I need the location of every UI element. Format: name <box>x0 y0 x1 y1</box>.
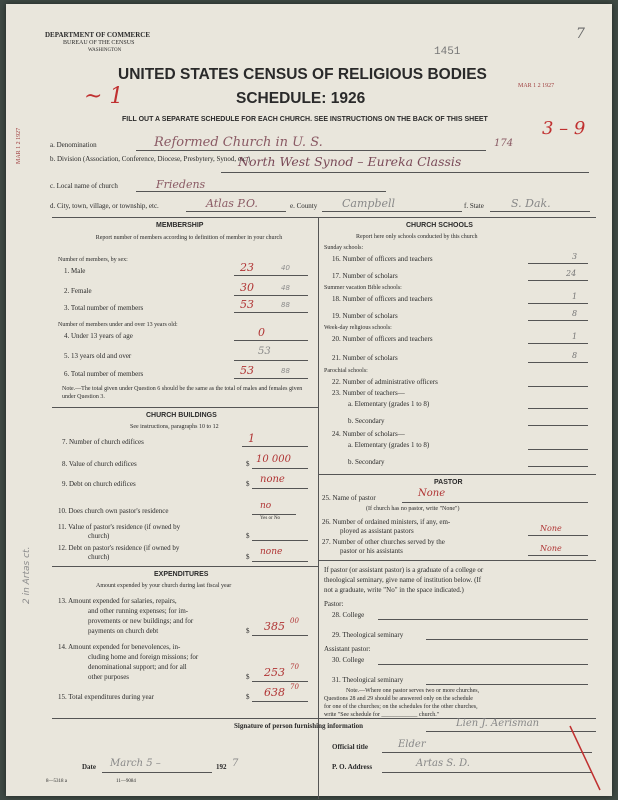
buildings-subheading: See instructions, paragraphs 10 to 12 <box>130 424 219 430</box>
q13-value: 385 <box>264 620 285 633</box>
q14-label-3: denominational support; and for all <box>88 663 187 671</box>
q13-label-4: payments on church debt <box>88 627 159 635</box>
denomination-label: a. Denomination <box>50 141 97 149</box>
pastor-note-1: Note.—Where one pastor serves two or more churches, <box>346 688 480 694</box>
q3-label: 3. Total number of members <box>64 304 144 312</box>
q12-label-cont: church) <box>88 553 110 561</box>
q1-pencil: 40 <box>281 264 290 272</box>
q6-value: 53 <box>240 364 254 377</box>
summer-schools-label: Summer vacation Bible schools: <box>324 285 402 291</box>
q20-value: 1 <box>572 332 578 341</box>
q10-value: no <box>260 501 272 511</box>
year-value: 7 <box>232 758 239 769</box>
county-label: e. County <box>290 202 318 210</box>
q11-label: 11. Value of pastor's residence (if owned by <box>58 523 181 531</box>
red-pencil-mark <box>566 724 606 794</box>
pastor-note-3: for one of the churches; on the schedules for the other churches, <box>324 704 478 710</box>
county-value: Campbell <box>342 197 396 210</box>
official-title-label: Official title <box>332 743 368 751</box>
date-value: March 5 – <box>110 758 161 769</box>
q27-label: 27. Number of other churches served by the <box>322 538 445 546</box>
q24-label: 24. Number of scholars— <box>332 430 405 438</box>
red-code: 3 – 9 <box>542 118 586 139</box>
state-value: S. Dak. <box>511 197 551 210</box>
local-name-value: Friedens <box>156 178 206 191</box>
q14-dollar: $ <box>246 673 250 681</box>
census-form-sheet <box>6 4 612 796</box>
q22-label: 22. Number of administrative officers <box>332 378 438 386</box>
q24a-label: a. Elementary (grades 1 to 8) <box>348 441 430 449</box>
q12-label: 12. Debt on pastor's residence (if owned by <box>58 544 180 552</box>
q25-label: 25. Name of pastor <box>322 494 376 502</box>
q4-value: 0 <box>258 326 265 339</box>
q7-value: 1 <box>248 432 255 445</box>
schedule-title: SCHEDULE: 1926 <box>236 90 366 107</box>
city-field-value: Atlas P.O. <box>206 197 258 210</box>
q25-note: (If church has no pastor, write "None") <box>366 506 460 512</box>
q3-pencil: 88 <box>281 301 290 309</box>
sunday-schools-label: Sunday schools: <box>324 245 364 251</box>
membership-intro: Report number of members according to definition of member in your church <box>95 235 283 241</box>
q12-dollar: $ <box>246 553 250 561</box>
side-stamp: MAR 1 2 1927 <box>16 127 22 164</box>
q23b-label: b. Secondary <box>348 417 385 425</box>
q13-label: 13. Amount expended for salaries, repairs, <box>58 597 177 605</box>
q9-value: none <box>260 474 285 485</box>
q17-value: 24 <box>566 269 577 278</box>
instruction-line: FILL OUT A SEPARATE SCHEDULE FOR EACH CHURCH. SEE INSTRUCTIONS ON THE BACK OF THIS SHEET <box>122 116 488 123</box>
city-label: WASHINGTON <box>88 48 122 53</box>
q31-label: 31. Theological seminary <box>332 676 404 684</box>
expenditures-heading: EXPENDITURES <box>154 571 209 578</box>
signature-value: Lien J. Aerisman <box>456 718 540 729</box>
yes-no-hint: Yes or No <box>260 516 281 521</box>
q10-label: 10. Does church own pastor's residence <box>58 507 169 515</box>
division-label: b. Division (Association, Conference, Diocese, Presbytery, Synod, etc.) <box>50 155 251 163</box>
q5-label: 5. 13 years old and over <box>64 352 132 360</box>
asst-pastor-subheading: Assistant pastor: <box>324 645 371 653</box>
q16-label: 16. Number of officers and teachers <box>332 255 433 263</box>
q7-label: 7. Number of church edifices <box>62 438 144 446</box>
graduate-instruction-2: theological seminary, give name of institution below. (If <box>324 576 482 584</box>
state-label: f. State <box>464 202 484 210</box>
bureau-label: BUREAU OF THE CENSUS <box>63 40 135 46</box>
q14-label: 14. Amount expended for benevolences, in- <box>58 643 181 651</box>
buildings-heading: CHURCH BUILDINGS <box>146 412 217 419</box>
q25-value: None <box>418 488 446 499</box>
q15-value: 638 <box>264 686 285 699</box>
q9-dollar: $ <box>246 480 250 488</box>
q8-value: 10 000 <box>256 454 291 465</box>
q27-value: None <box>540 544 562 553</box>
red-annotation: ~ 1 <box>84 84 124 109</box>
q13-cents: 00 <box>290 617 299 625</box>
q21-label: 21. Number of scholars <box>332 354 398 362</box>
q2-label: 2. Female <box>64 287 92 295</box>
q8-dollar: $ <box>246 460 250 468</box>
q15-label: 15. Total expenditures during year <box>58 693 154 701</box>
received-stamp: MAR 1 2 1927 <box>518 83 555 89</box>
q15-cents: 70 <box>290 683 299 691</box>
q1-label: 1. Male <box>64 267 86 275</box>
q3-value: 53 <box>240 298 254 311</box>
q19-label: 19. Number of scholars <box>332 312 398 320</box>
pastor-note-2: Questions 28 and 29 should be answered only on the schedule <box>324 696 473 702</box>
date-label: Date <box>82 763 96 771</box>
q29-label: 29. Theological seminary <box>332 631 404 639</box>
q26-value: None <box>540 524 562 533</box>
form-title: UNITED STATES CENSUS OF RELIGIOUS BODIES <box>118 66 487 83</box>
denomination-code: 174 <box>494 138 514 149</box>
q27-label-2: pastor or his assistants <box>340 547 403 555</box>
q8-label: 8. Value of church edifices <box>62 460 137 468</box>
q11-dollar: $ <box>246 532 250 540</box>
q2-pencil: 48 <box>281 284 290 292</box>
margin-note: 2 in Artas ct. <box>22 546 32 604</box>
form-code-2: 11—9084 <box>116 779 136 784</box>
q26-label-2: ployed as assistant pastors <box>340 527 414 535</box>
year-prefix: 192 <box>216 763 227 771</box>
pastor-note-4: write "See schedule for ____________ church." <box>324 712 440 718</box>
q1-value: 23 <box>240 261 254 274</box>
graduate-instruction-3: not a graduate, write "No" in the space indicated.) <box>324 586 464 594</box>
q21-value: 8 <box>572 351 578 360</box>
q5-value: 53 <box>258 346 271 357</box>
pastor-heading: PASTOR <box>434 479 463 486</box>
expenditures-subheading: Amount expended by your church during last fiscal year <box>96 583 232 589</box>
q28-label: 28. College <box>332 611 365 619</box>
q4-label: 4. Under 13 years of age <box>64 332 133 340</box>
q23-label: 23. Number of teachers— <box>332 389 405 397</box>
membership-note: Note.—The total given under Question 6 should be the same as the total of males and females given under Question 3. <box>62 386 303 400</box>
graduate-instruction-1: If pastor (or assistant pastor) is a graduate of a college or <box>324 566 484 574</box>
schools-intro: Report here only schools conducted by this church <box>356 234 478 240</box>
po-address-value: Artas S. D. <box>416 758 470 769</box>
q16-value: 3 <box>572 252 578 261</box>
q13-label-3: provements or new buildings; and for <box>88 617 194 625</box>
q14-value: 253 <box>264 666 285 679</box>
q14-label-4: other purposes <box>88 673 130 681</box>
q15-dollar: $ <box>246 693 250 701</box>
signature-label: Signature of person furnishing information <box>234 722 363 730</box>
q14-label-2: cluding home and foreign missions; for <box>88 653 199 661</box>
q18-label: 18. Number of officers and teachers <box>332 295 433 303</box>
age-breakdown-label: Number of members under and over 13 years old: <box>58 322 178 328</box>
q23a-label: a. Elementary (grades 1 to 8) <box>348 400 430 408</box>
membership-heading: MEMBERSHIP <box>156 222 204 229</box>
denomination-value: Reformed Church in U. S. <box>154 135 323 150</box>
division-value: North West Synod – Eureka Classis <box>238 154 462 169</box>
corner-mark: 7 <box>576 26 585 42</box>
form-code: 8—5318 a <box>46 779 67 784</box>
q9-label: 9. Debt on church edifices <box>62 480 136 488</box>
q2-value: 30 <box>240 281 254 294</box>
po-address-label: P. O. Address <box>332 763 373 771</box>
schools-heading: CHURCH SCHOOLS <box>406 222 473 229</box>
q20-label: 20. Number of officers and teachers <box>332 335 433 343</box>
q17-label: 17. Number of scholars <box>332 272 398 280</box>
weekday-schools-label: Week-day religious schools: <box>324 325 392 331</box>
q13-dollar: $ <box>246 627 250 635</box>
q11-label-cont: church) <box>88 532 110 540</box>
city-field-label: d. City, town, village, or township, etc. <box>50 202 159 210</box>
q19-value: 8 <box>572 309 578 318</box>
q26-label: 26. Number of ordained ministers, if any, em- <box>322 518 451 526</box>
form-number: 1451 <box>434 46 461 58</box>
q18-value: 1 <box>572 292 578 301</box>
q13-label-2: and other running expenses; for im- <box>88 607 189 615</box>
pastor-subheading: Pastor: <box>324 600 344 608</box>
department-label: DEPARTMENT OF COMMERCE <box>45 31 151 39</box>
official-title-value: Elder <box>398 739 426 750</box>
local-name-label: c. Local name of church <box>50 182 118 190</box>
by-sex-label: Number of members, by sex: <box>58 257 128 263</box>
q6-pencil: 88 <box>281 367 290 375</box>
q12-value: none <box>260 547 283 557</box>
q30-label: 30. College <box>332 656 365 664</box>
parochial-schools-label: Parochial schools: <box>324 368 368 374</box>
q14-cents: 70 <box>290 663 299 671</box>
q24b-label: b. Secondary <box>348 458 385 466</box>
q6-label: 6. Total number of members <box>64 370 144 378</box>
